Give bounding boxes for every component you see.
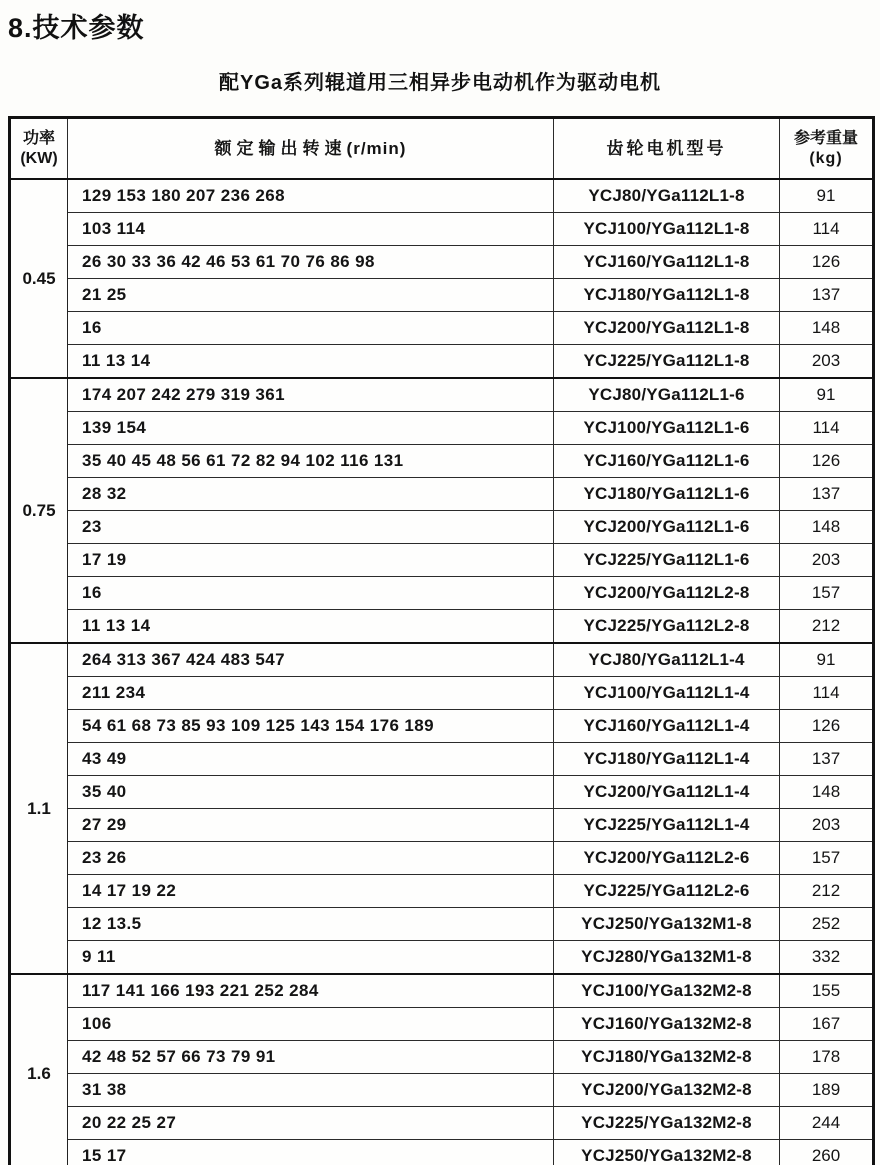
model-cell: YCJ180/YGa112L1-6 — [554, 478, 780, 511]
header-model — [554, 118, 780, 180]
speed-cell: 11 13 14 — [68, 345, 554, 379]
table-subtitle: 配YGa系列辊道用三相异步电动机作为驱动电机 — [218, 72, 662, 94]
table-row — [10, 378, 874, 412]
speed-cell: 26 30 33 36 42 46 53 61 70 76 86 98 — [68, 246, 554, 279]
speed-cell: 23 26 — [68, 842, 554, 875]
table-row — [10, 279, 874, 312]
table-row — [10, 478, 874, 511]
weight-cell: 189 — [780, 1074, 874, 1107]
header-speed-unit: (r/min) — [346, 138, 407, 158]
model-cell: YCJ160/YGa112L1-6 — [554, 445, 780, 478]
model-cell: YCJ225/YGa112L1-4 — [554, 809, 780, 842]
weight-cell: 91 — [780, 179, 874, 213]
weight-cell: 157 — [780, 577, 874, 610]
header-power-unit: (KW) — [20, 149, 58, 167]
power-cell: 1.1 — [10, 643, 68, 974]
model-cell: YCJ160/YGa132M2-8 — [554, 1008, 780, 1041]
weight-cell: 212 — [780, 875, 874, 908]
model-cell: YCJ100/YGa132M2-8 — [554, 974, 780, 1008]
table-row — [10, 1008, 874, 1041]
speed-cell: 9 11 — [68, 941, 554, 975]
weight-cell: 91 — [780, 643, 874, 677]
table-row — [10, 643, 874, 677]
model-cell: YCJ180/YGa112L1-8 — [554, 279, 780, 312]
spec-table-body — [10, 179, 874, 1165]
table-row — [10, 875, 874, 908]
weight-cell: 148 — [780, 312, 874, 345]
table-row — [10, 179, 874, 213]
model-cell: YCJ80/YGa112L1-6 — [554, 378, 780, 412]
speed-cell: 54 61 68 73 85 93 109 125 143 154 176 189 — [68, 710, 554, 743]
model-cell: YCJ200/YGa112L2-8 — [554, 577, 780, 610]
speed-cell: 117 141 166 193 221 252 284 — [68, 974, 554, 1008]
weight-cell: 148 — [780, 511, 874, 544]
speed-cell: 14 17 19 22 — [68, 875, 554, 908]
table-row — [10, 974, 874, 1008]
model-cell: YCJ200/YGa112L2-6 — [554, 842, 780, 875]
speed-cell: 35 40 45 48 56 61 72 82 94 102 116 131 — [68, 445, 554, 478]
model-cell: YCJ280/YGa132M1-8 — [554, 941, 780, 975]
speed-cell: 43 49 — [68, 743, 554, 776]
weight-cell: 126 — [780, 710, 874, 743]
speed-cell: 264 313 367 424 483 547 — [68, 643, 554, 677]
weight-cell: 114 — [780, 412, 874, 445]
table-row — [10, 610, 874, 644]
weight-cell: 137 — [780, 478, 874, 511]
speed-cell: 35 40 — [68, 776, 554, 809]
weight-cell: 126 — [780, 246, 874, 279]
power-cell: 1.6 — [10, 974, 68, 1165]
table-row — [10, 1107, 874, 1140]
model-cell: YCJ200/YGa132M2-8 — [554, 1074, 780, 1107]
table-row — [10, 776, 874, 809]
table-row — [10, 941, 874, 975]
weight-cell: 155 — [780, 974, 874, 1008]
speed-cell: 23 — [68, 511, 554, 544]
speed-cell: 12 13.5 — [68, 908, 554, 941]
model-cell: YCJ225/YGa112L1-6 — [554, 544, 780, 577]
spec-table — [8, 116, 875, 1165]
speed-cell: 28 32 — [68, 478, 554, 511]
weight-cell: 252 — [780, 908, 874, 941]
model-cell: YCJ200/YGa112L1-6 — [554, 511, 780, 544]
page-title: 8.技术参数 — [8, 13, 145, 43]
speed-cell: 31 38 — [68, 1074, 554, 1107]
header-weight — [780, 118, 874, 180]
weight-cell: 137 — [780, 743, 874, 776]
weight-cell: 126 — [780, 445, 874, 478]
speed-cell: 11 13 14 — [68, 610, 554, 644]
model-cell: YCJ160/YGa112L1-4 — [554, 710, 780, 743]
table-row — [10, 809, 874, 842]
table-row — [10, 842, 874, 875]
header-speed-label: 额定输出转速 — [214, 138, 347, 158]
weight-cell: 203 — [780, 345, 874, 379]
model-cell: YCJ160/YGa112L1-8 — [554, 246, 780, 279]
speed-cell: 16 — [68, 312, 554, 345]
header-row — [10, 118, 874, 180]
model-cell: YCJ80/YGa112L1-8 — [554, 179, 780, 213]
table-row — [10, 246, 874, 279]
table-row — [10, 445, 874, 478]
header-model-label: 齿轮电机型号 — [606, 138, 727, 158]
model-cell: YCJ225/YGa112L2-8 — [554, 610, 780, 644]
model-cell: YCJ100/YGa112L1-8 — [554, 213, 780, 246]
table-row — [10, 743, 874, 776]
header-weight-unit: (kg) — [809, 149, 843, 167]
table-row — [10, 1140, 874, 1165]
speed-cell: 106 — [68, 1008, 554, 1041]
weight-cell: 114 — [780, 677, 874, 710]
model-cell: YCJ180/YGa112L1-4 — [554, 743, 780, 776]
header-power — [10, 118, 68, 180]
speed-cell: 27 29 — [68, 809, 554, 842]
weight-cell: 203 — [780, 544, 874, 577]
speed-cell: 174 207 242 279 319 361 — [68, 378, 554, 412]
speed-cell: 20 22 25 27 — [68, 1107, 554, 1140]
weight-cell: 332 — [780, 941, 874, 975]
weight-cell: 91 — [780, 378, 874, 412]
speed-cell: 16 — [68, 577, 554, 610]
table-row — [10, 1074, 874, 1107]
table-row — [10, 511, 874, 544]
weight-cell: 178 — [780, 1041, 874, 1074]
weight-cell: 244 — [780, 1107, 874, 1140]
model-cell: YCJ250/YGa132M2-8 — [554, 1140, 780, 1165]
weight-cell: 137 — [780, 279, 874, 312]
weight-cell: 114 — [780, 213, 874, 246]
speed-cell: 211 234 — [68, 677, 554, 710]
weight-cell: 260 — [780, 1140, 874, 1165]
speed-cell: 42 48 52 57 66 73 79 91 — [68, 1041, 554, 1074]
header-speed — [68, 118, 554, 180]
speed-cell: 21 25 — [68, 279, 554, 312]
model-cell: YCJ200/YGa112L1-4 — [554, 776, 780, 809]
table-row — [10, 710, 874, 743]
table-row — [10, 213, 874, 246]
weight-cell: 148 — [780, 776, 874, 809]
model-cell: YCJ200/YGa112L1-8 — [554, 312, 780, 345]
table-row — [10, 412, 874, 445]
weight-cell: 212 — [780, 610, 874, 644]
model-cell: YCJ225/YGa112L2-6 — [554, 875, 780, 908]
speed-cell: 139 154 — [68, 412, 554, 445]
power-cell: 0.75 — [10, 378, 68, 643]
weight-cell: 157 — [780, 842, 874, 875]
model-cell: YCJ80/YGa112L1-4 — [554, 643, 780, 677]
table-row — [10, 577, 874, 610]
power-cell: 0.45 — [10, 179, 68, 378]
table-row — [10, 1041, 874, 1074]
table-row — [10, 908, 874, 941]
table-row — [10, 345, 874, 379]
speed-cell: 129 153 180 207 236 268 — [68, 179, 554, 213]
model-cell: YCJ250/YGa132M1-8 — [554, 908, 780, 941]
speed-cell: 15 17 — [68, 1140, 554, 1165]
model-cell: YCJ225/YGa112L1-8 — [554, 345, 780, 379]
spec-table-header — [10, 118, 874, 180]
speed-cell: 17 19 — [68, 544, 554, 577]
table-row — [10, 677, 874, 710]
header-power-label: 功率 — [22, 129, 55, 147]
table-row — [10, 544, 874, 577]
model-cell: YCJ180/YGa132M2-8 — [554, 1041, 780, 1074]
model-cell: YCJ225/YGa132M2-8 — [554, 1107, 780, 1140]
weight-cell: 167 — [780, 1008, 874, 1041]
header-weight-label: 参考重量 — [793, 129, 858, 147]
table-row — [10, 312, 874, 345]
weight-cell: 203 — [780, 809, 874, 842]
model-cell: YCJ100/YGa112L1-4 — [554, 677, 780, 710]
speed-cell: 103 114 — [68, 213, 554, 246]
model-cell: YCJ100/YGa112L1-6 — [554, 412, 780, 445]
